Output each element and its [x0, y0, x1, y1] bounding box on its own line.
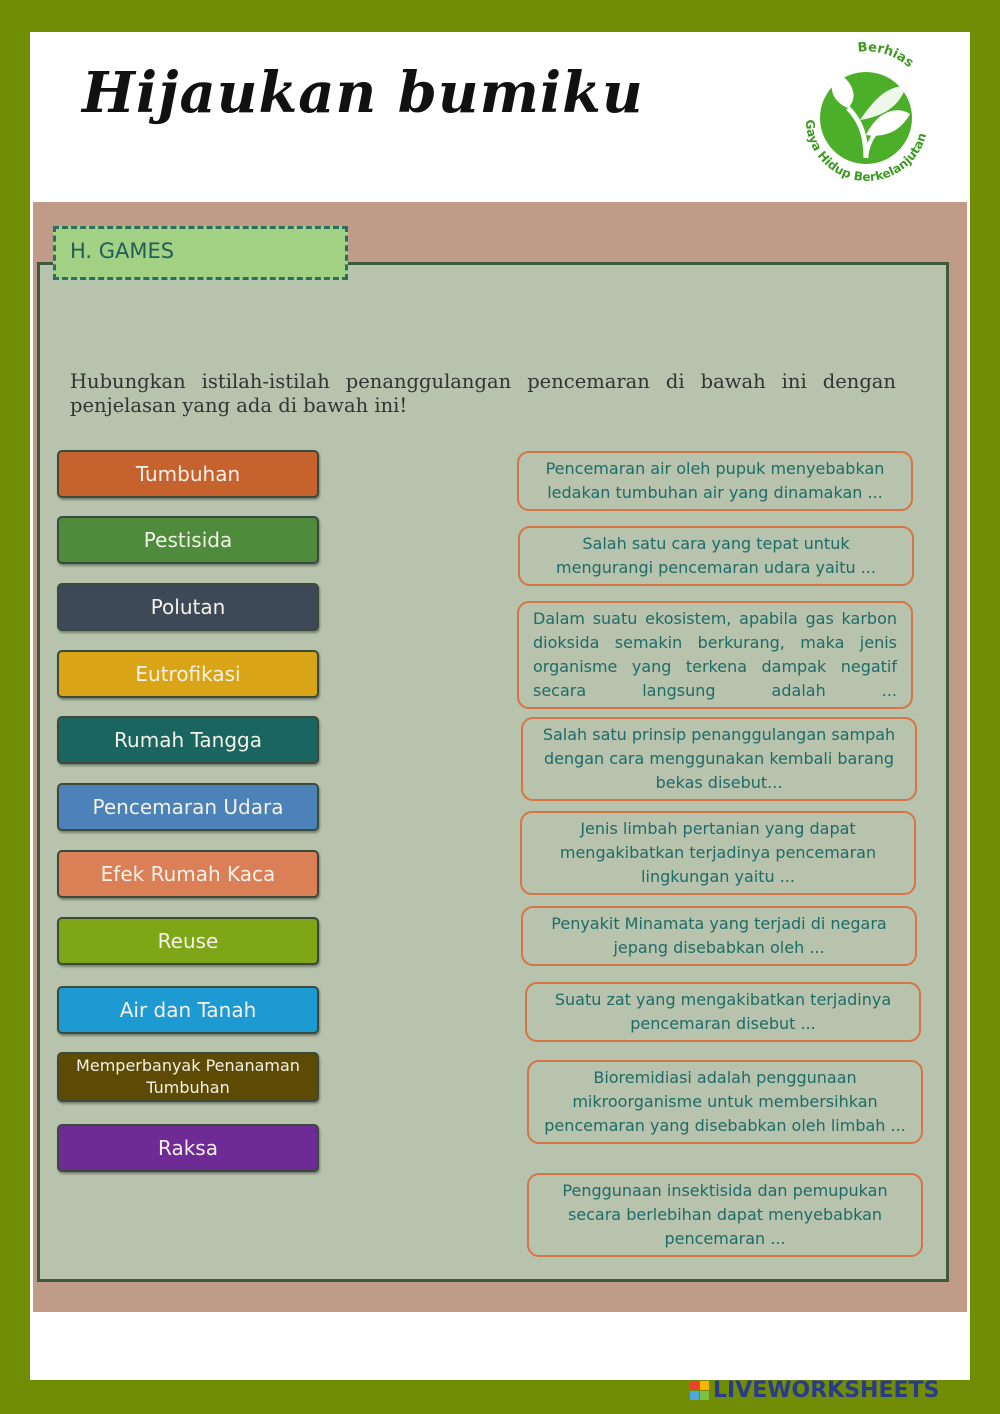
term-reuse[interactable]: Reuse: [57, 917, 319, 965]
activity-panel: [33, 202, 967, 1312]
term-efek-rumah-kaca[interactable]: Efek Rumah Kaca: [57, 850, 319, 898]
term-polutan[interactable]: Polutan: [57, 583, 319, 631]
term-rumah-tangga[interactable]: Rumah Tangga: [57, 716, 319, 764]
term-raksa[interactable]: Raksa: [57, 1124, 319, 1172]
term-air-dan-tanah[interactable]: Air dan Tanah: [57, 986, 319, 1034]
activity-board: [37, 262, 949, 1282]
description-box[interactable]: Dalam suatu ekosistem, apabila gas karbon dioksida semakin berkurang, maka jenis organisme yang terkena dampak negatif secara langsung adalah ...: [517, 601, 913, 709]
instruction-text: Hubungkan istilah-istilah penanggulangan pencemaran di bawah ini dengan penjelasan yang ada di bawah ini!: [70, 370, 896, 417]
description-box[interactable]: Suatu zat yang mengakibatkan terjadinya pencemaran disebut ...: [525, 982, 921, 1042]
logo-ring-text: Gaya Hidup Berkelanjutan: [802, 119, 930, 185]
description-box[interactable]: Salah satu cara yang tepat untuk mengurangi pencemaran udara yaitu ...: [518, 526, 914, 586]
plant-logo-icon: [788, 40, 938, 190]
term-pencemaran-udara[interactable]: Pencemaran Udara: [57, 783, 319, 831]
section-tag: H. GAMES: [53, 226, 348, 280]
description-box[interactable]: Penyakit Minamata yang terjadi di negara jepang disebabkan oleh ...: [521, 906, 917, 966]
logo-top-text: Berhias: [857, 40, 917, 71]
watermark-text: LIVEWORKSHEETS: [713, 1377, 940, 1403]
description-box[interactable]: Bioremidiasi adalah penggunaan mikroorganisme untuk membersihkan pencemaran yang disebabkan oleh limbah ...: [527, 1060, 923, 1144]
term-memperbanyak-penanaman-tumbuhan[interactable]: Memperbanyak Penanaman Tumbuhan: [57, 1052, 319, 1102]
term-eutrofikasi[interactable]: Eutrofikasi: [57, 650, 319, 698]
term-pestisida[interactable]: Pestisida: [57, 516, 319, 564]
description-box[interactable]: Jenis limbah pertanian yang dapat mengakibatkan terjadinya pencemaran lingkungan yaitu ...: [520, 811, 916, 895]
description-box[interactable]: Penggunaan insektisida dan pemupukan secara berlebihan dapat menyebabkan pencemaran ...: [527, 1173, 923, 1257]
description-box[interactable]: Salah satu prinsip penanggulangan sampah dengan cara menggunakan kembali barang bekas disebut...: [521, 717, 917, 801]
liveworksheets-watermark: [690, 1376, 939, 1404]
worksheet-page: [30, 32, 970, 1380]
description-box[interactable]: Pencemaran air oleh pupuk menyebabkan ledakan tumbuhan air yang dinamakan ...: [517, 451, 913, 511]
term-tumbuhan[interactable]: Tumbuhan: [57, 450, 319, 498]
liveworksheets-logo-icon: [690, 1381, 709, 1400]
page-title: Hijaukan bumiku: [82, 60, 644, 126]
